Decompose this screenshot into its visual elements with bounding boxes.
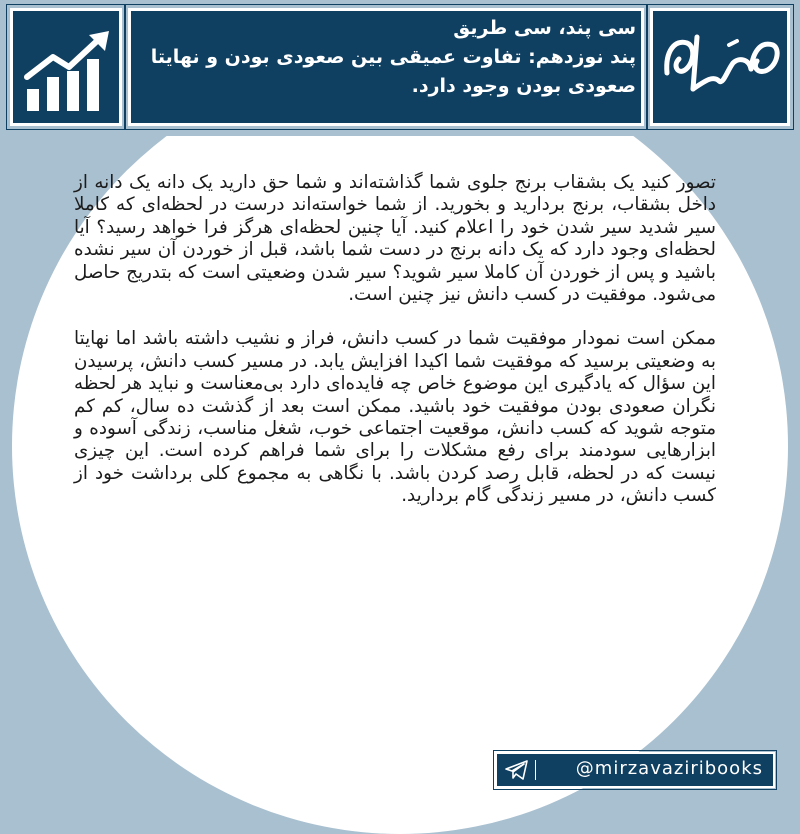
signature-logo <box>653 11 787 123</box>
title-line-heading: پند نوزدهم: تفاوت عمیقی بین صعودی بودن و نهایتا <box>150 46 636 68</box>
channel-handle[interactable]: @mirzavaziribooks <box>575 758 763 779</box>
article-body <box>74 172 716 530</box>
telegram-icon <box>504 759 530 781</box>
footer-divider <box>535 760 536 780</box>
title-line-series: سی پند، سی طریق <box>453 17 636 39</box>
logo-box <box>650 8 790 126</box>
footer-badge[interactable] <box>495 752 775 788</box>
page-title <box>140 14 636 114</box>
chart-icon-box <box>10 8 122 126</box>
paragraph-1: تصور کنید یک بشقاب برنج جلوی شما گذاشته‌اند و شما حق دارید یک دانه یک دانه از داخل بشقاب، برنج بردارید و بخورید. از شما خواسته‌اند درست در لحظه‌ای که کاملا سیر شدید سیر شدن خود را اعلام کنید. آیا چنین لحظه‌ای هرگز فرا خواهد رسید؟ آیا لحظه‌ای وجود دارد که یک دانه برنج در دست شما باشد، قبل از خوردن آن سیر نشده باشید و پس از خوردن آن کاملا سیر شوید؟ سیر شدن وضعیتی است که بتدریج حاصل می‌شود. موفقیت در کسب دانش نیز چنین است. <box>74 172 716 306</box>
paragraph-2: ممکن است نمودار موفقیت شما در کسب دانش، فراز و نشیب داشته باشد اما نهایتا به وضعیتی برسید که موفقیت شما اکیدا افزایش یابد. در مسیر کسب دانش، پرسیدن این سؤال که یادگیری این موضوع خاص چه فایده‌ای دارد بی‌معناست و نباید هر لحظه نگران صعودی بودن موفقیت خود باشید. ممکن است بعد از گذشت ده سال، کم کم متوجه شوید که کسب دانش، موقعیت اجتماعی خوب، شغل مناسب، زندگی آسوده و ابزارهایی سودمند برای رفع مشکلات را برای شما فراهم کرده است. این چیزی نیست که در لحظه، قابل رصد کردن باشد. با نگاهی به مجموع کلی برداشت خود از کسب دانش، در مسیر زندگی گام بردارید. <box>74 328 716 507</box>
header-band <box>0 0 800 136</box>
title-line-heading-cont: صعودی بودن وجود دارد. <box>411 75 636 97</box>
growth-chart-icon <box>13 11 119 123</box>
